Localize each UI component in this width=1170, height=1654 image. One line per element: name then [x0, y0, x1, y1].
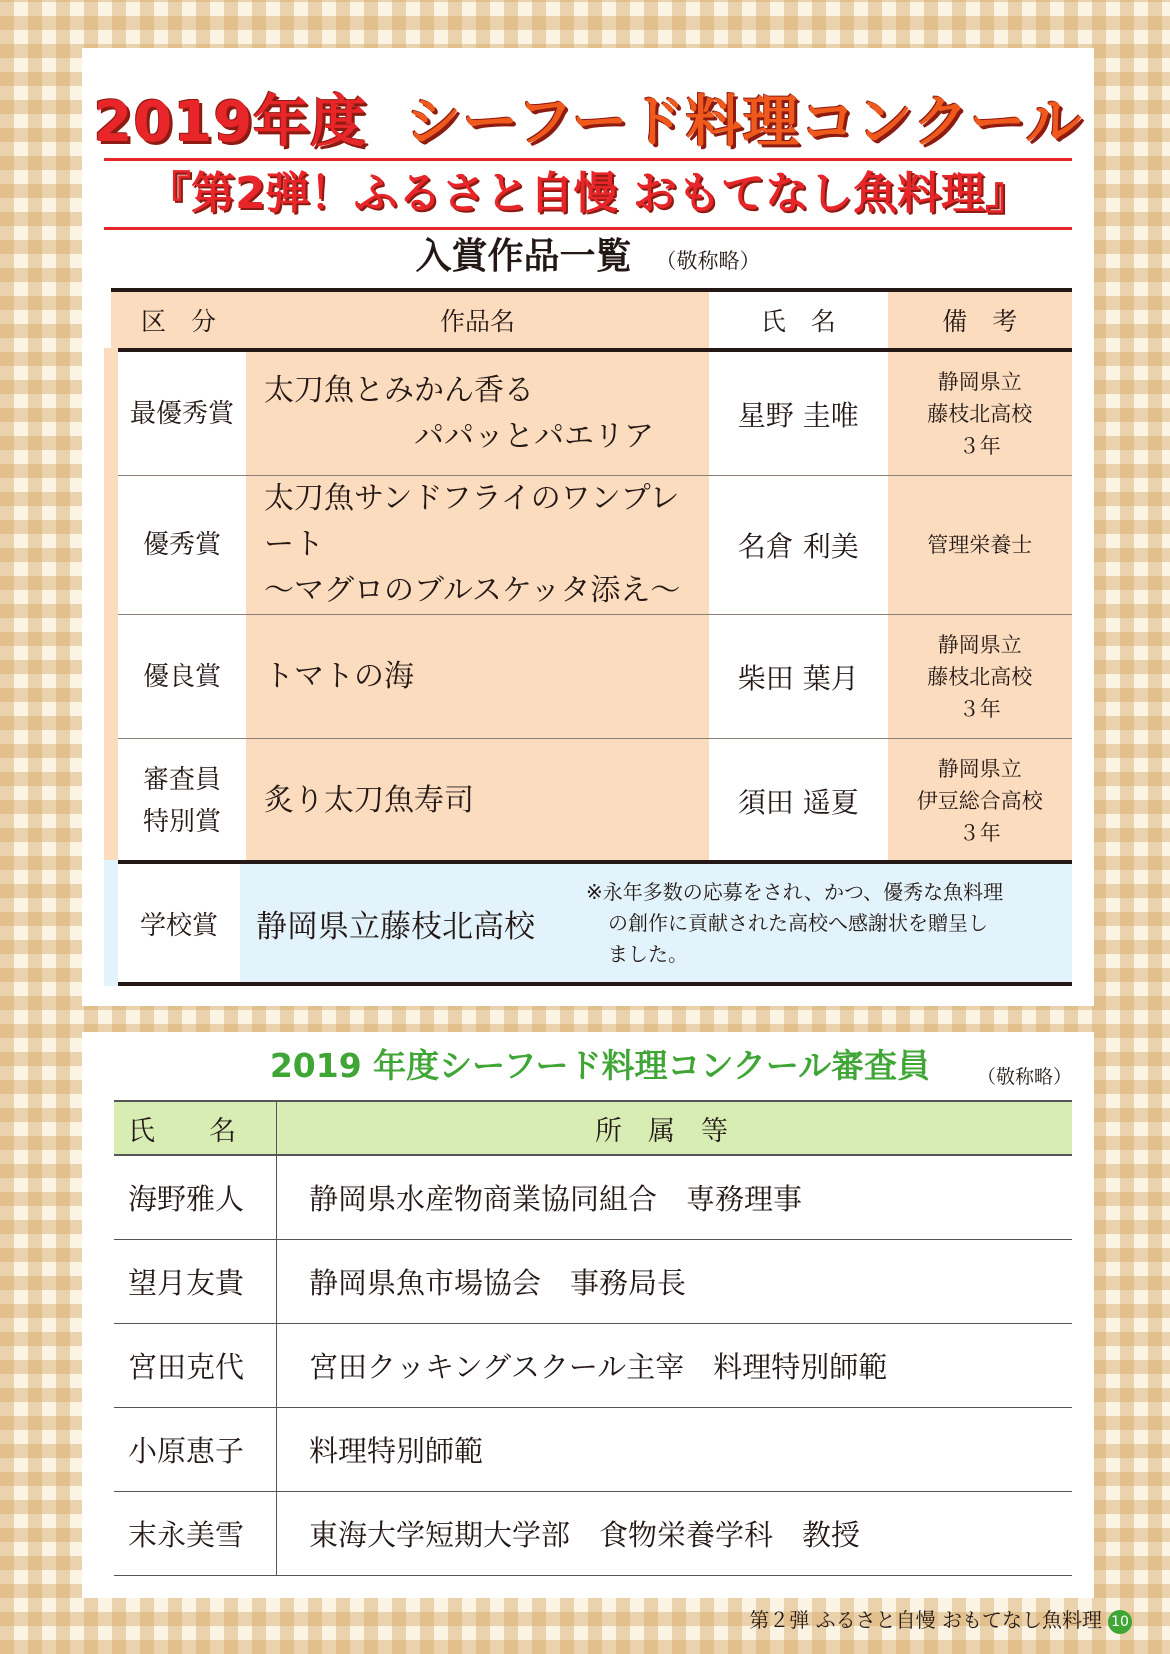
- work-title-line2: 〜マグロのブルスケッタ添え〜: [264, 573, 681, 608]
- note-line1: 静岡県立: [937, 369, 1022, 394]
- school-note-line2: の創作に貢献された高校へ感謝状を贈呈し: [608, 910, 988, 935]
- winner-name: 名倉 利美: [709, 476, 888, 615]
- awards-table-header: [111, 290, 1072, 350]
- note-line1: 静岡県立: [937, 756, 1022, 781]
- header-name: 氏 名: [709, 290, 888, 350]
- header-work: 作品名: [246, 290, 709, 350]
- footer-text: 第２弾 ふるさと自慢 おもてなし魚料理: [749, 1608, 1102, 1632]
- note-line1: 静岡県立: [937, 632, 1022, 657]
- judges-honorific-note: （敬称略）: [976, 1066, 1072, 1088]
- judges-heading-text: 2019 年度シーフード料理コンクール審査員: [269, 1046, 931, 1085]
- table-row: [111, 476, 1072, 615]
- page-footer: [749, 1604, 1132, 1634]
- note-line2: 藤枝北高校: [927, 401, 1033, 426]
- award-category-line2: 特別賞: [143, 806, 222, 837]
- work-title: [246, 350, 709, 476]
- work-title-line2: パパッとパエリア: [414, 418, 655, 454]
- judges-table-header: [114, 1101, 1072, 1155]
- judge-name: 末永美雪: [114, 1492, 277, 1576]
- title-contest-name: シーフード料理コンクール: [405, 90, 1083, 155]
- award-category: [111, 476, 246, 615]
- table-row: [114, 1240, 1072, 1324]
- work-title-line1: 炙り太刀魚寿司: [264, 782, 475, 818]
- school-award-school: 静岡県立藤枝北高校: [240, 862, 586, 984]
- award-category: [111, 739, 246, 865]
- honorific-note: （敬称略）: [655, 249, 761, 273]
- award-category-text: 優秀賞: [143, 530, 222, 560]
- contest-title: [82, 78, 1094, 158]
- judge-affiliation: 静岡県魚市場協会 事務局長: [277, 1240, 1073, 1324]
- winner-note: [888, 739, 1072, 865]
- winner-note: [888, 476, 1072, 615]
- header-category: 区 分: [111, 290, 246, 350]
- judge-affiliation: 宮田クッキングスクール主宰 料理特別師範: [277, 1324, 1073, 1408]
- page-number-badge: 10: [1108, 1610, 1132, 1634]
- table-row: [114, 1155, 1072, 1240]
- judges-table: [114, 1100, 1072, 1576]
- awards-heading-text: 入賞作品一覧: [415, 236, 632, 277]
- work-title: [246, 615, 709, 739]
- judge-name: 小原恵子: [114, 1408, 277, 1492]
- winner-name: 柴田 葉月: [709, 615, 888, 739]
- winner-name: 星野 圭唯: [709, 350, 888, 476]
- note-line3: ３年: [958, 433, 1001, 458]
- judges-heading: [0, 1040, 1170, 1087]
- note-line3: ３年: [958, 696, 1001, 721]
- work-title: [246, 739, 709, 865]
- table-row: [114, 1492, 1072, 1576]
- school-award-table: [104, 860, 1072, 986]
- award-category-text: 優良賞: [143, 661, 222, 692]
- winner-note: [888, 615, 1072, 739]
- note-line1: 管理栄養士: [927, 533, 1033, 557]
- work-title-line1: 太刀魚とみかん香る: [264, 372, 535, 408]
- note-line2: 伊豆総合高校: [916, 788, 1043, 813]
- judges-header-name: 氏 名: [114, 1101, 277, 1155]
- note-line3: ３年: [958, 820, 1001, 845]
- header-note: 備 考: [888, 290, 1072, 350]
- judges-header-affiliation: 所属等: [277, 1101, 1073, 1155]
- judge-affiliation: 静岡県水産物商業協同組合 専務理事: [277, 1155, 1073, 1240]
- judge-affiliation: 料理特別師範: [277, 1408, 1073, 1492]
- table-row: [114, 1324, 1072, 1408]
- winner-note: [888, 350, 1072, 476]
- table-row: [111, 350, 1072, 476]
- work-title-line1: 太刀魚サンドフライのワンプレート: [264, 481, 680, 562]
- title-year: 2019年度: [93, 90, 368, 155]
- awards-table: [104, 288, 1072, 866]
- award-category-line1: 審査員: [143, 764, 222, 795]
- school-note-line1: ※永年多数の応募をされ、かつ、優秀な魚料理: [586, 879, 1004, 904]
- school-note-line3: ました。: [608, 941, 688, 966]
- judge-name: 海野雅人: [114, 1155, 277, 1240]
- table-row: [111, 615, 1072, 739]
- work-title: [246, 476, 709, 615]
- table-row: [111, 739, 1072, 865]
- awards-panel: [82, 48, 1094, 1006]
- judge-name: 望月友貴: [114, 1240, 277, 1324]
- table-row: [111, 862, 1072, 984]
- table-row: [114, 1408, 1072, 1492]
- judge-name: 宮田克代: [114, 1324, 277, 1408]
- winner-name: 須田 遥夏: [709, 739, 888, 865]
- awards-heading: [82, 228, 1094, 279]
- school-award-note: [586, 862, 1072, 984]
- work-title-line1: トマトの海: [264, 658, 415, 694]
- award-category: [111, 350, 246, 476]
- judge-affiliation: 東海大学短期大学部 食物栄養学科 教授: [277, 1492, 1073, 1576]
- contest-subtitle: 『第2弾！ふるさと自慢 おもてなし魚料理』: [104, 158, 1072, 230]
- note-line2: 藤枝北高校: [927, 664, 1033, 689]
- school-award-category: 学校賞: [111, 862, 240, 984]
- award-category-text: 最優秀賞: [130, 398, 235, 429]
- award-category: [111, 615, 246, 739]
